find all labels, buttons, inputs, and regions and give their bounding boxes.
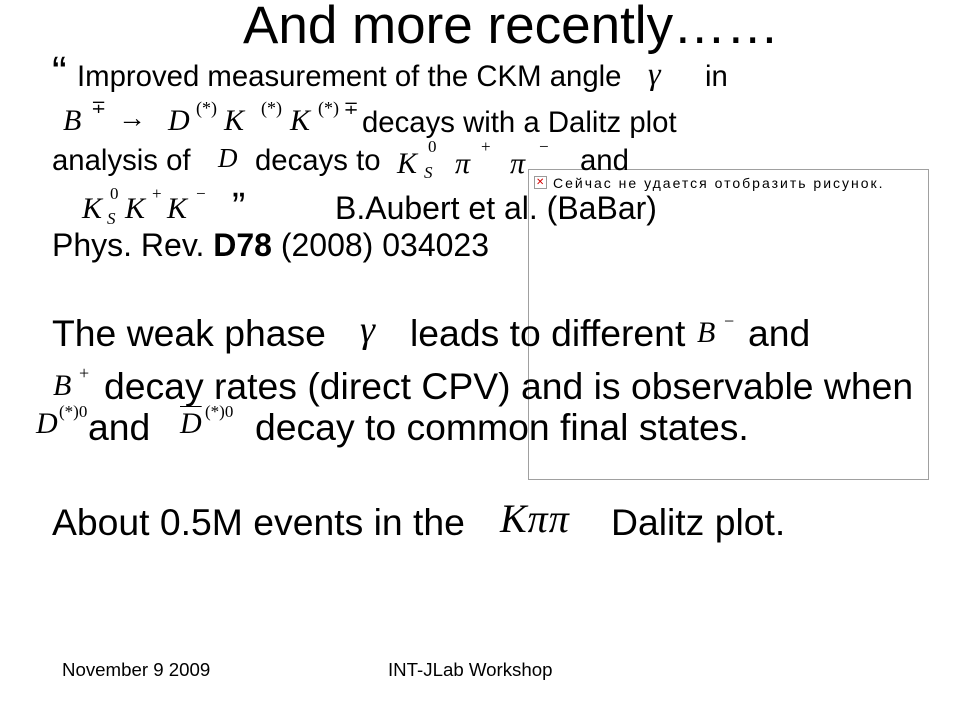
- math-b-meson: B: [53, 368, 72, 402]
- statement-decay-rates: decay rates (direct CPV) and is observable when: [104, 365, 914, 408]
- reference-volume: D78: [213, 226, 272, 263]
- math-k-meson: K: [290, 104, 311, 137]
- math-superscript: (*) ∓: [318, 98, 359, 118]
- statement-and: and: [88, 406, 151, 449]
- math-k-meson: K: [167, 191, 188, 225]
- math-superscript: 0: [110, 183, 119, 203]
- math-superscript: −: [724, 310, 735, 331]
- slide-title: And more recently……: [243, 0, 780, 55]
- math-arrow: →: [118, 102, 146, 134]
- math-k-meson: K: [125, 191, 146, 225]
- math-subscript: S: [107, 208, 116, 228]
- math-superscript: +: [152, 183, 162, 203]
- math-superscript: (*): [261, 98, 282, 118]
- math-d-meson: D: [36, 406, 58, 440]
- reference-analysis-of: analysis of: [52, 144, 191, 178]
- statement-weak-phase: The weak phase: [52, 312, 326, 355]
- math-superscript: ∓: [91, 97, 107, 117]
- math-superscript: +: [79, 362, 90, 383]
- open-quote: “: [52, 48, 67, 97]
- math-superscript: (*)0: [205, 401, 234, 421]
- math-d-meson: D: [218, 143, 238, 174]
- reference-and: and: [580, 144, 629, 178]
- math-pion: π: [510, 146, 526, 180]
- math-subscript: S: [424, 162, 433, 182]
- math-k-meson: K: [397, 146, 418, 180]
- math-gamma: γ: [648, 55, 661, 91]
- statement-and: and: [748, 312, 811, 355]
- math-superscript: −: [539, 136, 549, 156]
- reference-title-in: in: [705, 60, 728, 94]
- reference-title-line2: decays with a Dalitz plot: [362, 106, 677, 140]
- math-superscript: (*)0: [59, 401, 88, 421]
- math-superscript: (*): [196, 98, 217, 118]
- statement-events: About 0.5M events in the: [52, 501, 465, 544]
- close-quote: ”: [232, 185, 246, 229]
- math-k-meson: K: [224, 104, 245, 137]
- math-superscript: −: [196, 183, 206, 203]
- footer-date: November 9 2009: [62, 659, 211, 681]
- math-pion: π: [455, 146, 471, 180]
- statement-common-final-states: decay to common final states.: [255, 406, 749, 449]
- reference-journal: Phys. Rev.: [52, 226, 205, 263]
- math-b-meson: B: [63, 104, 82, 137]
- reference-decays-to: decays to: [255, 144, 381, 178]
- math-k-meson: K: [82, 191, 103, 225]
- math-d-bar-meson: $\overline{D}$: [180, 406, 202, 440]
- reference-title-line1: Improved measurement of the CKM angle: [77, 60, 622, 94]
- reference-journal-line: [52, 226, 489, 263]
- footer-event: INT-JLab Workshop: [388, 659, 553, 681]
- reference-year-pages: (2008) 034023: [280, 226, 489, 263]
- red-x-icon: ✕: [536, 177, 545, 188]
- math-b-meson: B: [697, 315, 716, 349]
- math-d-meson: D: [168, 104, 190, 137]
- broken-image-message: Сейчас не удается отобразить рисунок.: [553, 175, 885, 191]
- math-gamma: γ: [360, 309, 375, 351]
- statement-leads-to-different: leads to different: [410, 312, 686, 355]
- math-k-pi-pi: Kππ: [500, 495, 570, 541]
- statement-dalitz-plot: Dalitz plot.: [611, 501, 786, 544]
- math-superscript: +: [481, 136, 491, 156]
- reference-authors: B.Aubert et al. (BaBar): [335, 189, 657, 226]
- broken-image-icon: [534, 176, 547, 189]
- math-superscript: 0: [428, 136, 437, 156]
